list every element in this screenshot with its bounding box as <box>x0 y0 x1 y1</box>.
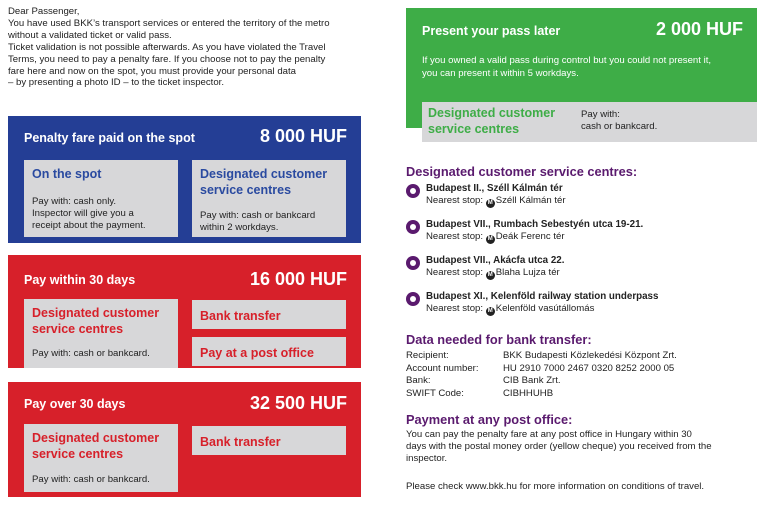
within-30-bank-box <box>192 300 346 329</box>
centres-heading: Designated customer service centres: <box>406 164 638 179</box>
nearest-stop-name: Széll Kálmán tér <box>495 195 566 206</box>
centre-name: Budapest VII., Rumbach Sebestyén utca 19-21. <box>426 219 644 230</box>
over-30-centres-heading: Designated customer service centres <box>32 431 160 461</box>
metro-icon: M <box>487 272 493 278</box>
nearest-stop-label: Nearest stop: <box>426 195 486 206</box>
bank-label: Account number: <box>406 362 479 374</box>
location-marker-icon <box>406 256 420 270</box>
within-30-post-box <box>192 337 346 366</box>
within-30-bank-transfer: Bank transfer <box>200 309 281 323</box>
intro-letter <box>8 6 356 89</box>
on-spot-text: Pay with: cash only. Inspector will give you a receipt about the payment. <box>32 196 146 231</box>
location-marker-icon <box>406 184 420 198</box>
nearest-stop-name: Blaha Lujza tér <box>495 267 560 278</box>
over-30-price: 32 500 HUF <box>249 393 347 413</box>
centre-nearest-stop <box>426 231 565 244</box>
spot-fare-title: Penalty fare paid on the spot <box>24 131 195 145</box>
present-pass-panel <box>406 8 757 136</box>
bank-details <box>406 350 677 400</box>
metro-icon: M <box>487 308 493 314</box>
present-pass-centres-text: Pay with: cash or bankcard. <box>581 109 658 132</box>
over-30-panel <box>8 382 361 497</box>
over-30-centres-box <box>24 424 178 492</box>
within-30-title: Pay within 30 days <box>24 273 136 287</box>
bank-row <box>406 363 677 376</box>
centre-name: Budapest VII., Akácfa utca 22. <box>426 255 565 266</box>
bank-label: SWIFT Code: <box>406 387 464 399</box>
nearest-stop-name: Deák Ferenc tér <box>495 231 565 242</box>
spot-fare-price: 8 000 HUF <box>259 126 347 146</box>
centre-nearest-stop <box>426 267 560 280</box>
present-pass-title: Present your pass later <box>422 24 561 38</box>
more-info-text: Please check www.bkk.hu for more information on conditions of travel. <box>406 481 705 492</box>
on-spot-box <box>24 160 178 237</box>
post-text: You can pay the penalty fare at any post office in Hungary within 30 days with the postal money order (yellow cheque) you received from the inspector. <box>406 429 712 465</box>
within-30-centres-heading: Designated customer service centres <box>32 306 160 336</box>
within-30-price: 16 000 HUF <box>249 269 347 289</box>
on-spot-heading: On the spot <box>32 167 102 181</box>
bank-value: CIBHHUHB <box>503 387 554 399</box>
over-30-bank-box <box>192 426 346 455</box>
bank-label: Recipient: <box>406 350 449 361</box>
spot-centres-heading: Designated customer service centres <box>200 167 328 197</box>
metro-icon: M <box>487 236 493 242</box>
nearest-stop-label: Nearest stop: <box>426 231 486 242</box>
bank-value: HU 2910 7000 2467 0320 8252 2000 05 <box>503 362 675 374</box>
within-30-centres-box <box>24 299 178 368</box>
within-30-post-office: Pay at a post office <box>200 346 314 360</box>
bank-value: CIB Bank Zrt. <box>503 375 561 386</box>
spot-centres-box <box>192 160 346 237</box>
within-30-panel <box>8 255 361 368</box>
present-pass-centres-heading: Designated customer service centres <box>428 106 556 136</box>
nearest-stop-name: Kelenföld vasútállomás <box>495 303 595 314</box>
nearest-stop-label: Nearest stop: <box>426 267 486 278</box>
bank-row <box>406 388 677 401</box>
present-pass-text: If you owned a valid pass during control but you could not present it, you can present it within 5 workdays. <box>422 55 712 79</box>
present-pass-centres-box <box>422 102 757 142</box>
centre-name: Budapest II., Széll Kálmán tér <box>426 183 563 194</box>
bank-label: Bank: <box>406 375 431 386</box>
bank-row <box>406 375 677 388</box>
within-30-centres-text: Pay with: cash or bankcard. <box>32 348 150 359</box>
bank-heading: Data needed for bank transfer: <box>406 332 592 347</box>
bank-row <box>406 350 677 363</box>
intro-text: Dear Passenger, You have used BKK’s transport services or entered the territory of the metro without a validated ticket or valid pass. Ticket validation is not possible afterwards. As you have violated the Travel Terms, you need to pay a penalty fare. If you choose not to pay the penalty fare here and now on the spot, you must provide your personal data – by presenting a photo ID – to the ticket inspector. <box>8 6 330 89</box>
metro-icon: M <box>487 200 493 206</box>
location-marker-icon <box>406 220 420 234</box>
over-30-bank-transfer: Bank transfer <box>200 435 281 449</box>
bank-value: BKK Budapesti Közlekedési Központ Zrt. <box>503 350 677 361</box>
over-30-title: Pay over 30 days <box>24 397 126 411</box>
spot-centres-text: Pay with: cash or bankcard within 2 workdays. <box>200 210 316 233</box>
centre-nearest-stop <box>426 303 594 316</box>
centre-nearest-stop <box>426 195 566 208</box>
location-marker-icon <box>406 292 420 306</box>
spot-fare-panel <box>8 116 361 243</box>
nearest-stop-label: Nearest stop: <box>426 303 486 314</box>
post-heading: Payment at any post office: <box>406 412 573 427</box>
over-30-centres-text: Pay with: cash or bankcard. <box>32 474 150 485</box>
centre-name: Budapest XI., Kelenföld railway station underpass <box>426 291 659 302</box>
present-pass-price: 2 000 HUF <box>655 19 743 39</box>
